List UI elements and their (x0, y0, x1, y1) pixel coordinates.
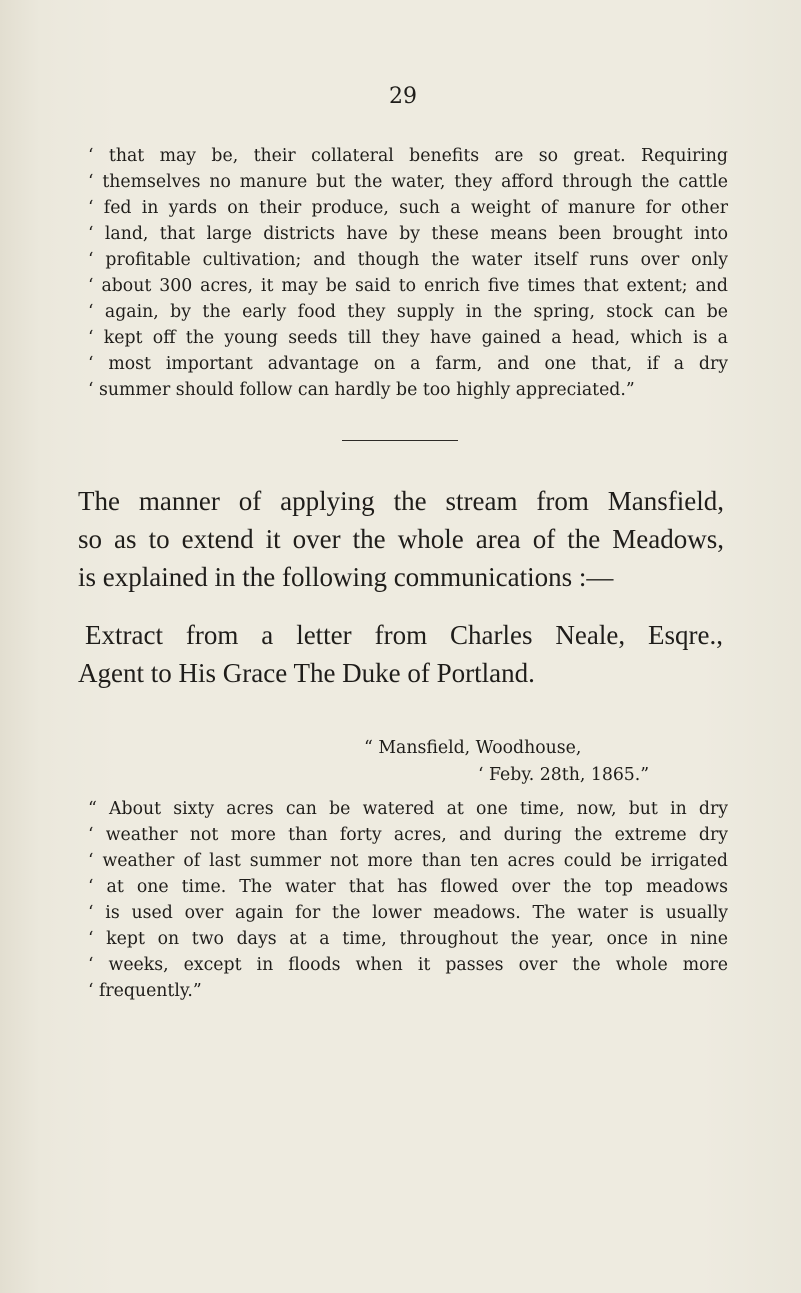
text-line: ‘ frequently.” (88, 981, 202, 1001)
letter-date: ‘ Feby. 28th, 1865.” (478, 765, 650, 785)
text-line: ‘ at one time. The water that has flowed over the top meadows (88, 877, 728, 897)
text-line: ‘ weather not more than forty acres, and during the extreme dry (88, 825, 728, 845)
page-number: 29 (389, 84, 417, 109)
text-line: ‘ again, by the early food they supply in the spring, stock can be (88, 302, 728, 322)
heading-line: The manner of applying the stream from Mansfield, (78, 486, 724, 516)
text-line: ‘ kept on two days at a time, throughout the year, once in nine (88, 929, 728, 949)
text-line: ‘ most important advantage on a farm, and one that, if a dry (88, 354, 728, 374)
heading-line: so as to extend it over the whole area of the Meadows, (78, 524, 724, 554)
text-line: ‘ is used over again for the lower meadows. The water is usually (88, 903, 728, 923)
text-line: ‘ weather of last summer not more than ten acres could be irrigated (88, 851, 728, 871)
letter-address: “ Mansfield, Woodhouse, (364, 738, 582, 758)
text-line: ‘ profitable cultivation; and though the water itself runs over only (88, 250, 728, 270)
text-line: ‘ about 300 acres, it may be said to enrich five times that extent; and (88, 276, 728, 296)
text-line: ‘ summer should follow can hardly be too highly appreciated.” (88, 380, 635, 400)
text-line: ‘ that may be, their collateral benefits are so great. Requiring (88, 146, 728, 166)
heading-line: is explained in the following communications :— (78, 562, 614, 592)
text-line: ‘ land, that large districts have by these means been brought into (88, 224, 728, 244)
text-line: ‘ themselves no manure but the water, they afford through the cattle (88, 172, 728, 192)
heading-line: Agent to His Grace The Duke of Portland. (78, 658, 535, 688)
heading-line: Extract from a letter from Charles Neale, Esqre., (85, 620, 723, 650)
text-line: ‘ fed in yards on their produce, such a weight of manure for other (88, 198, 728, 218)
text-line: “ About sixty acres can be watered at one time, now, but in dry (88, 799, 728, 819)
text-line: ‘ weeks, except in floods when it passes over the whole more (88, 955, 728, 975)
section-divider (342, 440, 458, 441)
text-line: ‘ kept off the young seeds till they have gained a head, which is a (88, 328, 728, 348)
